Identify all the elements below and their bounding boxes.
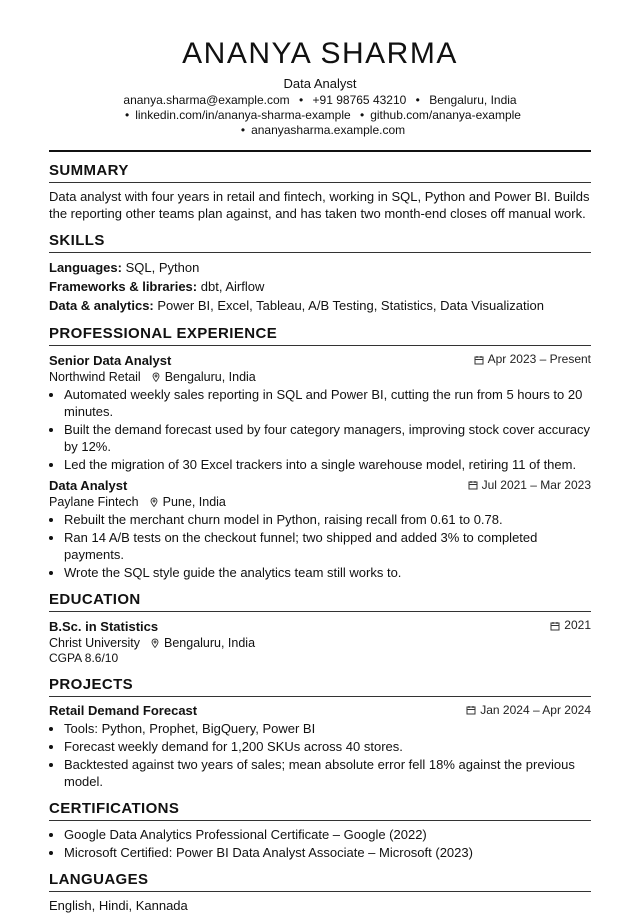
contact-line-3 — [49, 123, 591, 138]
education-entry — [49, 617, 591, 666]
education-section — [49, 591, 591, 666]
resume-header — [49, 36, 591, 138]
location-pin-icon — [151, 372, 161, 382]
calendar-icon — [550, 621, 560, 631]
company-name: Northwind Retail — [49, 369, 141, 384]
skill-row — [49, 277, 591, 296]
experience-section — [49, 325, 591, 581]
skill-label: Languages: — [49, 260, 122, 275]
calendar-icon — [466, 705, 476, 715]
section-heading: LANGUAGES — [49, 871, 591, 892]
list-item: • Microsoft Certified: Power BI Data Analyst Associate – Microsoft (2023) — [64, 844, 591, 861]
school-name: Christ University — [49, 635, 140, 650]
job-title: Data Analyst — [49, 478, 128, 493]
job-entry — [49, 351, 591, 473]
skills-section — [49, 232, 591, 315]
school-line — [49, 635, 591, 651]
job-title: Senior Data Analyst — [49, 352, 172, 368]
project-bullets — [49, 720, 591, 790]
separator-bullet: • — [415, 93, 420, 107]
job-company-line — [49, 369, 591, 385]
calendar-icon — [474, 355, 484, 365]
list-item: • Tools: Python, Prophet, BigQuery, Power BI — [64, 720, 591, 737]
languages-section — [49, 871, 591, 914]
location-pin-icon — [150, 638, 160, 648]
contact-line-2 — [49, 108, 591, 123]
list-item: • Google Data Analytics Professional Certificate – Google (2022) — [64, 826, 591, 843]
summary-text: Data analyst with four years in retail and fintech, working in SQL, Python and Power BI. Builds the reporting other teams plan against, and has taken two month-end closes off manual work. — [49, 189, 590, 221]
project-entry — [49, 702, 591, 791]
calendar-icon — [468, 480, 478, 490]
grade-text: CGPA 8.6/10 — [49, 650, 119, 665]
section-heading: SKILLS — [49, 232, 591, 253]
company-name: Paylane Fintech — [49, 495, 139, 509]
location-text: Pune, India — [162, 495, 226, 509]
school-location — [150, 635, 255, 651]
certifications-body — [49, 826, 591, 861]
job-bullets — [49, 386, 591, 473]
projects-section — [49, 676, 591, 791]
skill-value: SQL, Python — [125, 260, 200, 275]
education-dates — [550, 617, 591, 634]
job-bullets — [49, 511, 591, 581]
header-divider — [49, 150, 591, 152]
skill-label: Frameworks & libraries: — [49, 279, 198, 294]
separator-bullet: • — [240, 123, 246, 137]
section-heading: PROFESSIONAL EXPERIENCE — [49, 325, 591, 346]
job-date-text: Jul 2021 – Mar 2023 — [481, 477, 591, 492]
header-location: Bengaluru, India — [429, 93, 517, 107]
candidate-name: ANANYA SHARMA — [182, 37, 458, 70]
section-heading: PROJECTS — [49, 676, 591, 697]
location-text: Bengaluru, India — [164, 369, 256, 384]
list-item: • Ran 14 A/B tests on the checkout funnel; two shipped and added 3% to completed payments. — [64, 529, 591, 563]
linkedin-link[interactable]: linkedin.com/in/ananya-sharma-example — [135, 108, 351, 122]
location-text: Bengaluru, India — [164, 635, 256, 650]
candidate-title: Data Analyst — [283, 76, 357, 91]
project-title: Retail Demand Forecast — [49, 703, 198, 718]
skill-value: dbt, Airflow — [200, 279, 265, 294]
list-item: • Built the demand forecast used by four category managers, improving stock cover accuracy by 12%. — [64, 421, 591, 455]
contact-line-1 — [49, 93, 591, 108]
project-date-text: Jan 2024 – Apr 2024 — [480, 702, 591, 717]
list-item: • Rebuilt the merchant churn model in Python, raising recall from 0.61 to 0.78. — [64, 511, 591, 528]
skill-row — [49, 258, 591, 277]
list-item: • Led the migration of 30 Excel trackers into a single warehouse model, retiring 11 of them. — [64, 456, 591, 473]
languages-text: English, Hindi, Kannada — [49, 898, 188, 913]
job-company-line — [49, 494, 591, 510]
list-item: • Automated weekly sales reporting in SQL and Power BI, cutting the run from 5 hours to 20 minutes. — [64, 386, 591, 420]
certifications-list — [49, 826, 591, 861]
skill-row — [49, 296, 591, 315]
separator-bullet: • — [360, 108, 365, 122]
phone-number[interactable]: +91 98765 43210 — [312, 93, 407, 107]
section-heading: EDUCATION — [49, 591, 591, 612]
job-date-text: Apr 2023 – Present — [487, 352, 591, 366]
list-item: • Backtested against two years of sales; mean absolute error fell 18% against the previous model. — [64, 756, 591, 790]
location-pin-icon — [149, 497, 159, 507]
skill-value: Power BI, Excel, Tableau, A/B Testing, Statistics, Data Visualization — [157, 298, 544, 313]
job-dates — [468, 477, 591, 494]
list-item: • Wrote the SQL style guide the analytics team still works to. — [64, 564, 591, 581]
skill-label: Data & analytics: — [49, 298, 154, 313]
education-year: 2021 — [564, 618, 591, 632]
job-dates — [474, 351, 591, 368]
email-link[interactable]: ananya.sharma@example.com — [123, 93, 290, 107]
job-location — [149, 494, 226, 510]
separator-bullet: • — [299, 93, 304, 107]
resume-page — [49, 0, 591, 914]
separator-bullet: • — [125, 108, 130, 122]
job-entry — [49, 477, 591, 582]
certifications-section — [49, 800, 591, 861]
section-heading: SUMMARY — [49, 162, 591, 183]
project-dates — [466, 702, 591, 719]
skills-list — [49, 258, 591, 315]
degree-title: B.Sc. in Statistics — [49, 618, 159, 634]
experience-list — [49, 351, 591, 581]
job-location — [151, 369, 256, 385]
summary-section — [49, 162, 591, 222]
github-link[interactable]: github.com/ananya-example — [370, 108, 521, 122]
list-item: • Forecast weekly demand for 1,200 SKUs across 40 stores. — [64, 738, 591, 755]
section-heading: CERTIFICATIONS — [49, 800, 591, 821]
website-link[interactable]: ananyasharma.example.com — [251, 123, 406, 137]
